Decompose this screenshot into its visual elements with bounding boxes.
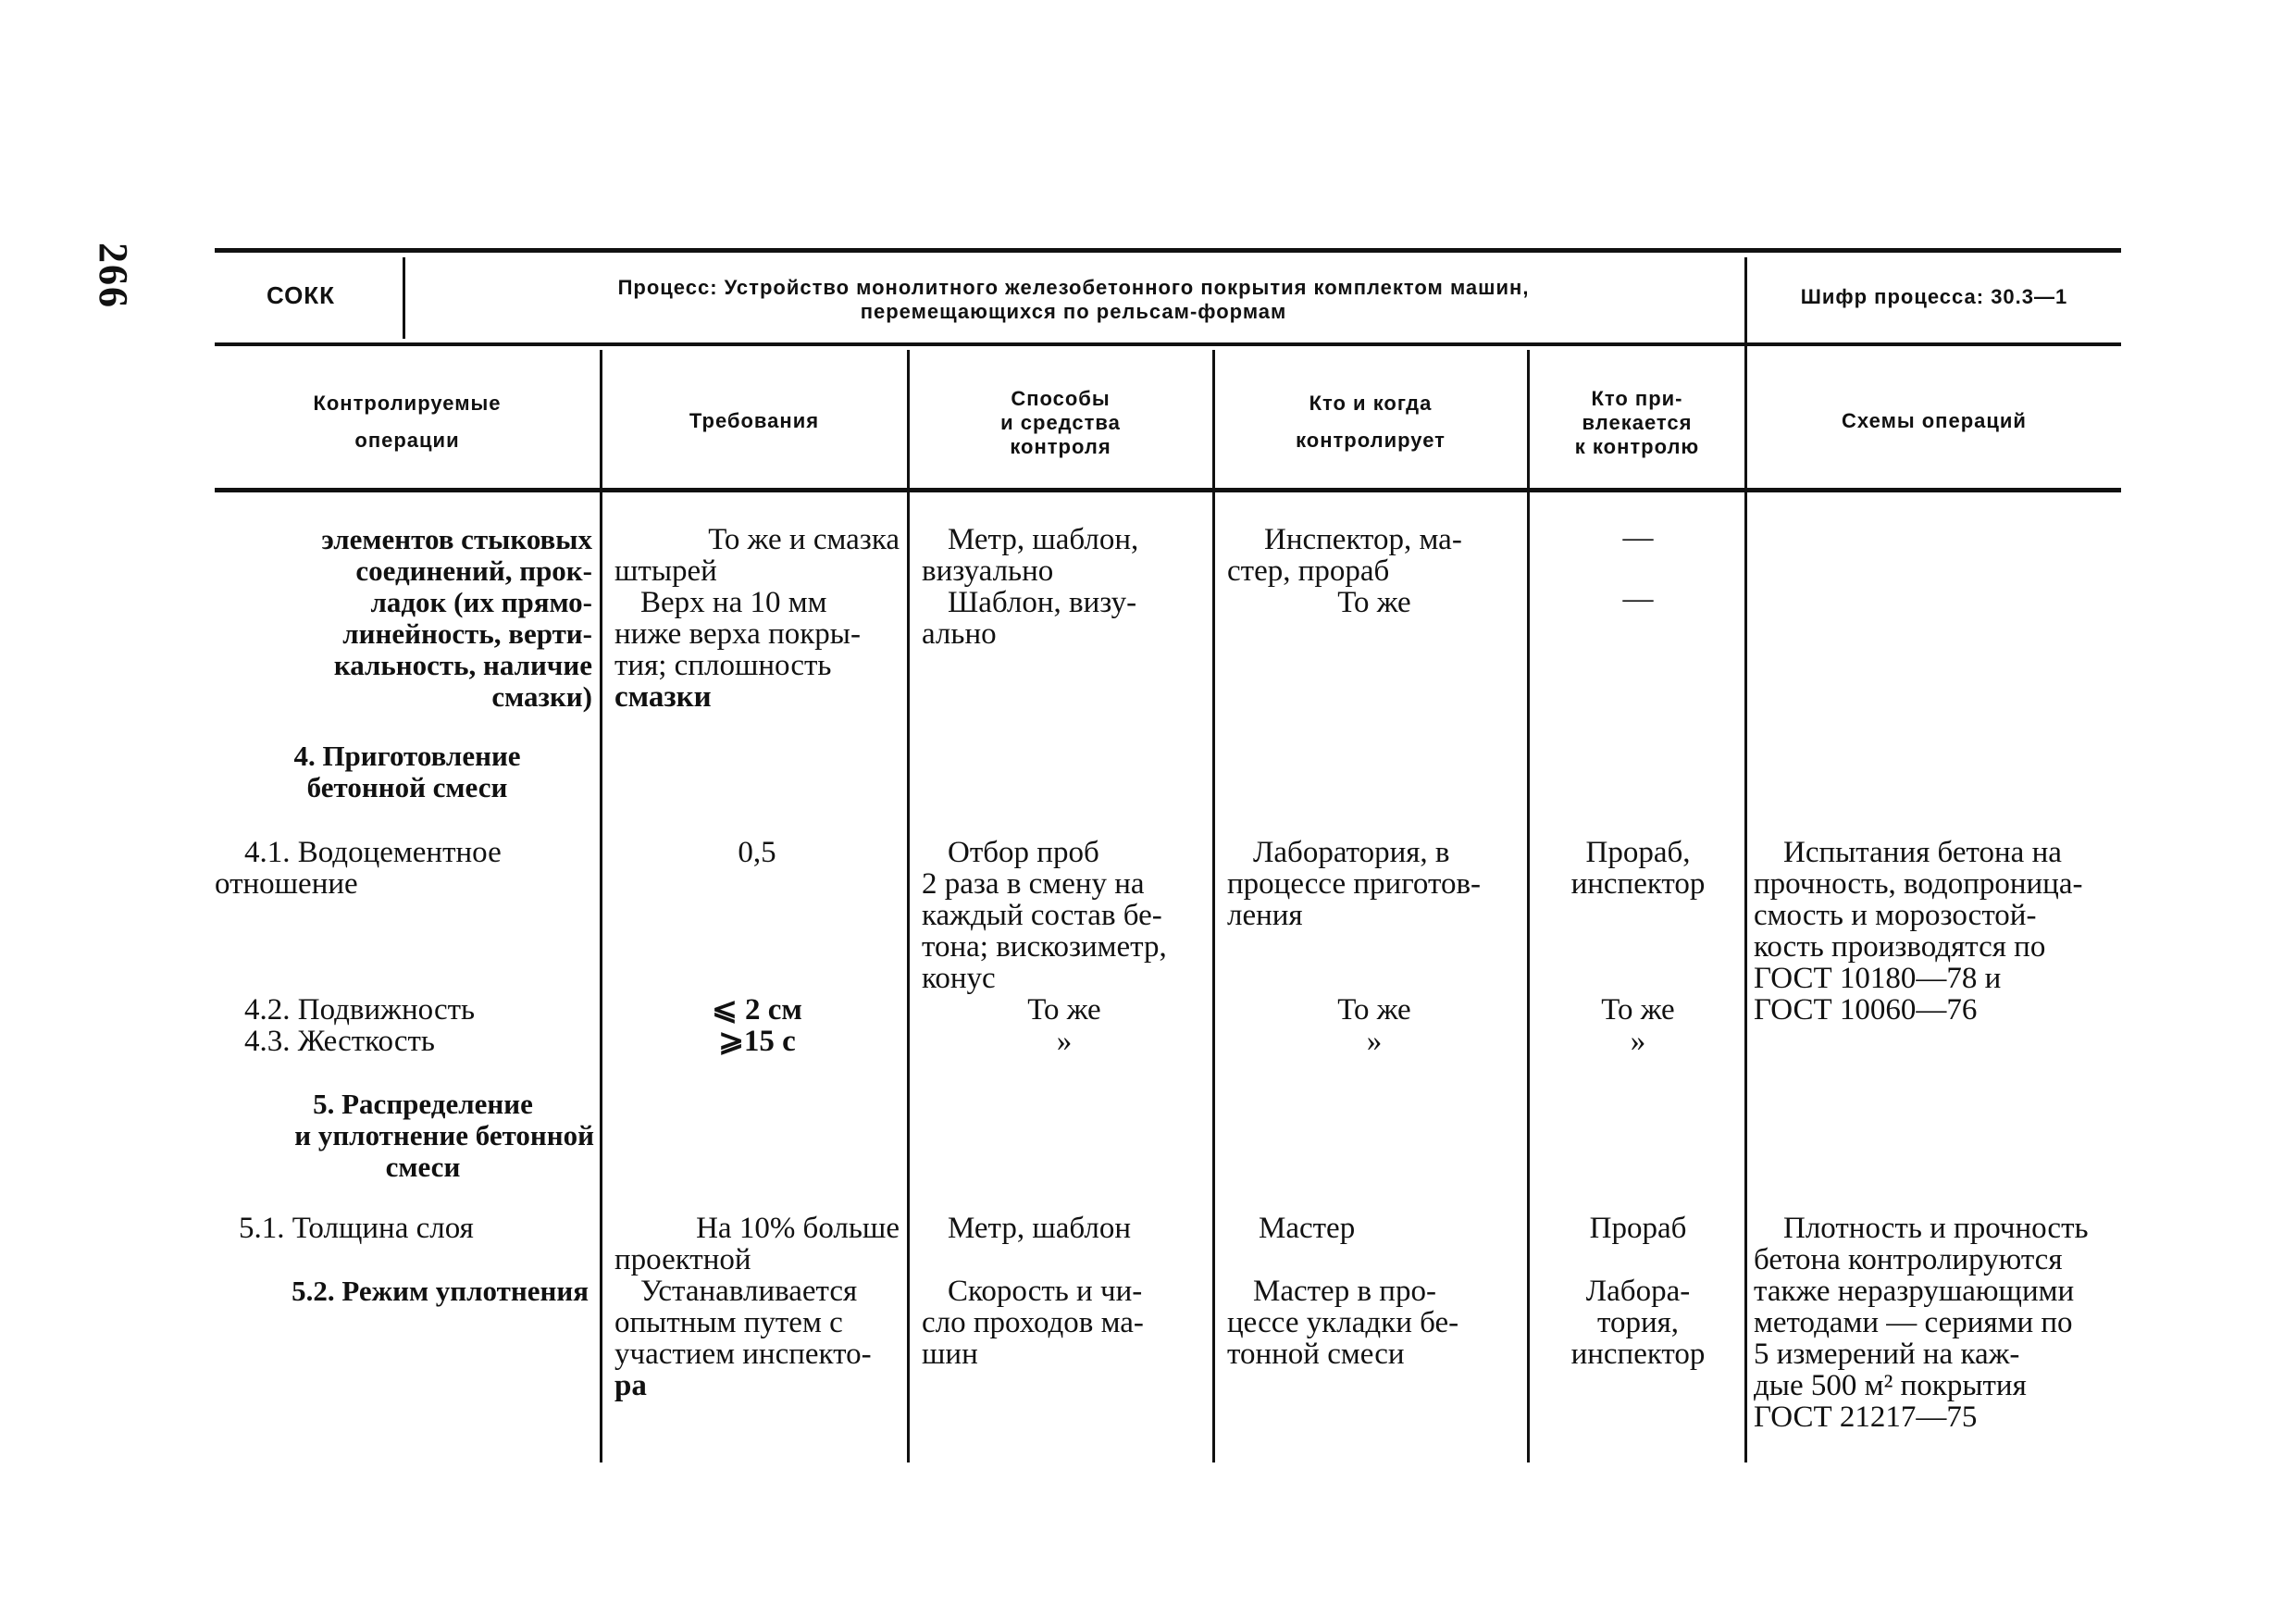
col-header-req: Требования [689, 409, 820, 432]
section-5-title: 5. Распределение и уплотнение бетонной смеси [294, 1088, 594, 1183]
row52-involved: Лабора- тория, инспектор [1570, 1275, 1706, 1371]
row0-involved-b: — [1622, 582, 1654, 616]
header-rule [215, 342, 2121, 346]
row0-methods-a: Метр, шаблон, визуально [922, 523, 1139, 588]
top-rule [215, 248, 2121, 253]
columns-rule [215, 488, 2121, 492]
row51-requirement: На 10% больше проектной [614, 1212, 900, 1276]
page-number: 266 [91, 243, 136, 309]
row0-involved-a: — [1622, 521, 1654, 554]
row43-operation: 4.3. Жесткость [244, 1025, 435, 1058]
row41-involved: Прораб, инспектор [1570, 836, 1706, 901]
row41-who: Лаборатория, в процессе приготов- ления [1227, 836, 1482, 932]
row42-requirement: ⩽ 2 см [712, 993, 802, 1027]
section-4-title: 4. Приготовление бетонной смеси [293, 740, 521, 803]
row43-methods: » [1056, 1025, 1073, 1058]
row43-who: » [1366, 1025, 1383, 1058]
process-line-2: перемещающихся по рельсам-формам [860, 300, 1287, 323]
row52-methods: Скорость и чи- сло проходов ма- шин [922, 1275, 1144, 1371]
row43-involved: » [1630, 1025, 1646, 1058]
row51-who: Мастер [1259, 1212, 1356, 1245]
col-header-ops: Контролируемые операции [313, 392, 502, 452]
row41-schemes: Испытания бетона на прочность, водопроница- смость и морозостой- кость производятся по ГОСТ 10180—78 и ГОСТ 10060—76 [1754, 836, 2083, 1027]
header-divider-2 [1744, 257, 1747, 1462]
row0-requirement-b: Верх на 10 мм ниже верха покры- тия; сплошность смазки [614, 586, 861, 714]
row51-operation: 5.1. Толщина слоя [239, 1212, 474, 1245]
col-header-schemes: Схемы операций [1842, 409, 2027, 432]
col-divider-4 [1527, 350, 1530, 1462]
row0-who-a: Инспектор, ма- стер, прораб [1227, 523, 1462, 588]
col-header-methods: Способы и средства контроля [1000, 387, 1121, 458]
row52-requirement: Устанавливается опытным путем с участием инспекто- ра [614, 1275, 872, 1402]
row51-involved: Прораб [1589, 1212, 1687, 1245]
col-divider-2 [907, 350, 910, 1462]
row0-who-b: То же [1337, 586, 1411, 619]
col-divider-1 [600, 350, 602, 1462]
row0-methods-b: Шаблон, визу- ально [922, 586, 1137, 651]
row0-requirement-a: То же и смазка штырей [614, 523, 900, 588]
row41-requirement: 0,5 [738, 836, 776, 869]
row41-operation: 4.1. Водоцементное отношение [215, 836, 502, 901]
col-header-who: Кто и когда контролирует [1296, 392, 1446, 452]
process-cipher: Шифр процесса: 30.3—1 [1800, 285, 2068, 308]
process-line-1: Процесс: Устройство монолитного железобетонного покрытия комплектом машин, [617, 276, 1530, 299]
row51-methods: Метр, шаблон [948, 1212, 1132, 1245]
row0-operation: элементов стыковых соединений, прок- ладок (их прямо- линейность, верти- кальность, наличие смазки) [321, 523, 592, 713]
header-code: СОКК [266, 281, 336, 309]
row52-who: Мастер в про- цессе укладки бе- тонной смеси [1227, 1275, 1459, 1371]
row41-methods: Отбор проб 2 раза в смену на каждый состав бе- тона; вискозиметр, конус [922, 836, 1167, 995]
row43-requirement: ⩾15 с [718, 1025, 796, 1058]
row42-operation: 4.2. Подвижность [244, 993, 476, 1027]
row42-who: То же [1337, 993, 1411, 1027]
row42-methods: То же [1027, 993, 1101, 1027]
row52-operation: 5.2. Режим уплотнения [292, 1275, 589, 1307]
col-divider-3 [1212, 350, 1215, 1462]
row51-schemes: Плотность и прочность бетона контролируются также неразрушающими методами — сериями по 5 измерений на каж- дые 500 м² покрытия ГОСТ 21217—75 [1754, 1212, 2089, 1434]
col-header-involved: Кто при- влекается к контролю [1574, 387, 1700, 458]
row42-involved: То же [1601, 993, 1675, 1027]
header-divider-1 [403, 257, 405, 339]
process-title [416, 276, 1731, 324]
